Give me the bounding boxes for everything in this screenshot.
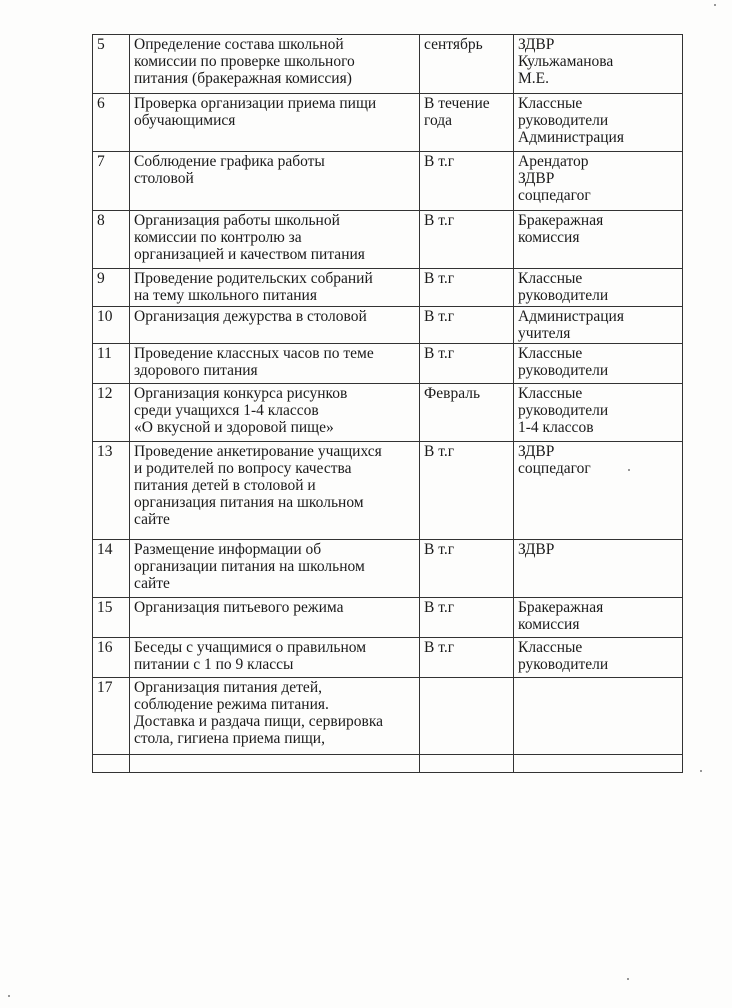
responsible-cell: ЗДВР	[514, 540, 683, 598]
row-number: 14	[93, 540, 130, 598]
responsible-cell	[514, 755, 683, 773]
term-cell: В т.г	[420, 152, 514, 211]
responsible-cell: Классные руководители	[514, 638, 683, 678]
term-cell: В т.г	[420, 638, 514, 678]
row-number: 6	[93, 94, 130, 152]
row-number: 8	[93, 211, 130, 269]
row-number	[93, 755, 130, 773]
responsible-cell: ЗДВР Кульжаманова М.Е.	[514, 35, 683, 94]
table-row	[93, 94, 683, 152]
scan-speck	[714, 4, 716, 6]
event-cell: Организация питания детей, соблюдение режима питания. Доставка и раздача пищи, сервировка стола, гигиена приема пищи,	[130, 678, 420, 755]
row-number: 10	[93, 307, 130, 344]
term-cell: Февраль	[420, 384, 514, 442]
event-cell	[130, 755, 420, 773]
table-row	[93, 152, 683, 211]
term-cell	[420, 678, 514, 755]
event-cell: Организация питьевого режима	[130, 598, 420, 638]
responsible-cell: Классные руководители Администрация	[514, 94, 683, 152]
term-cell	[420, 755, 514, 773]
table-row	[93, 344, 683, 384]
term-cell: В т.г	[420, 211, 514, 269]
row-number: 12	[93, 384, 130, 442]
event-cell: Соблюдение графика работы столовой	[130, 152, 420, 211]
term-cell: В т.г	[420, 269, 514, 307]
event-cell: Организация конкурса рисунков среди учащихся 1-4 классов «О вкусной и здоровой пище»	[130, 384, 420, 442]
scan-speck	[627, 978, 629, 980]
event-cell: Организация работы школьной комиссии по контролю за организацией и качеством питания	[130, 211, 420, 269]
term-cell: В течение года	[420, 94, 514, 152]
event-cell: Проверка организации приема пищи обучающимися	[130, 94, 420, 152]
row-number: 17	[93, 678, 130, 755]
scan-speck	[628, 469, 630, 471]
scan-speck	[700, 770, 702, 772]
responsible-cell: Бракеражная комиссия	[514, 598, 683, 638]
table-row	[93, 211, 683, 269]
row-number: 9	[93, 269, 130, 307]
table-row	[93, 384, 683, 442]
table-row	[93, 269, 683, 307]
responsible-cell: Классные руководители	[514, 344, 683, 384]
event-cell: Определение состава школьной комиссии по проверке школьного питания (бракеражная комиссия)	[130, 35, 420, 94]
table-row	[93, 307, 683, 344]
event-cell: Проведение классных часов по теме здорового питания	[130, 344, 420, 384]
table-row	[93, 442, 683, 540]
row-number: 5	[93, 35, 130, 94]
row-number: 11	[93, 344, 130, 384]
school-nutrition-plan-table	[92, 34, 683, 773]
responsible-cell	[514, 678, 683, 755]
responsible-cell: ЗДВР соцпедагог	[514, 442, 683, 540]
row-number: 7	[93, 152, 130, 211]
responsible-cell: Классные руководители	[514, 269, 683, 307]
scan-speck	[8, 995, 10, 997]
term-cell: В т.г	[420, 442, 514, 540]
event-cell: Проведение родительских собраний на тему школьного питания	[130, 269, 420, 307]
term-cell: В т.г	[420, 598, 514, 638]
responsible-cell: Классные руководители 1-4 классов	[514, 384, 683, 442]
event-cell: Размещение информации об организации питания на школьном сайте	[130, 540, 420, 598]
table-row	[93, 598, 683, 638]
row-number: 13	[93, 442, 130, 540]
table-row	[93, 35, 683, 94]
row-number: 15	[93, 598, 130, 638]
table-row	[93, 638, 683, 678]
term-cell: сентябрь	[420, 35, 514, 94]
responsible-cell: Арендатор ЗДВР соцпедагог	[514, 152, 683, 211]
event-cell: Беседы с учащимися о правильном питании с 1 по 9 классы	[130, 638, 420, 678]
table-row	[93, 678, 683, 755]
responsible-cell: Бракеражная комиссия	[514, 211, 683, 269]
table-row	[93, 755, 683, 773]
term-cell: В т.г	[420, 540, 514, 598]
responsible-cell: Администрация учителя	[514, 307, 683, 344]
term-cell: В т.г	[420, 344, 514, 384]
event-cell: Проведение анкетирование учащихся и родителей по вопросу качества питания детей в столовой и организация питания на школьном сайте	[130, 442, 420, 540]
table-row	[93, 540, 683, 598]
event-cell: Организация дежурства в столовой	[130, 307, 420, 344]
term-cell: В т.г	[420, 307, 514, 344]
row-number: 16	[93, 638, 130, 678]
